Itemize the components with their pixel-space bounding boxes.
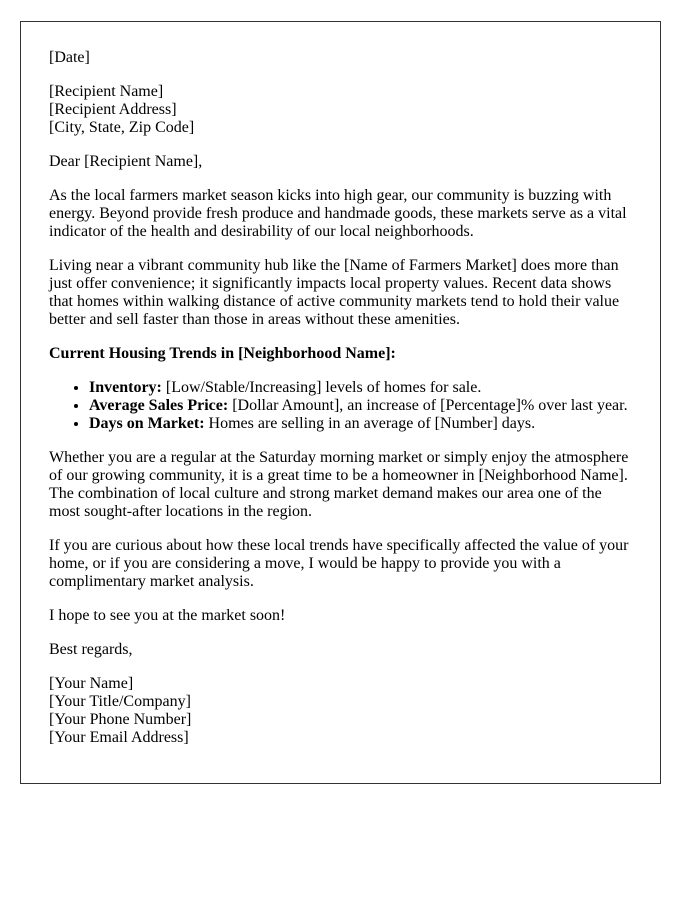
recipient-name: [Recipient Name] xyxy=(49,83,164,100)
trend-label: Average Sales Price: xyxy=(89,397,229,414)
trend-text: [Dollar Amount], an increase of [Percentage]% over last year. xyxy=(228,397,628,414)
closing: Best regards, xyxy=(49,641,133,658)
trend-text: Homes are selling in an average of [Number] days. xyxy=(204,415,536,432)
trend-label: Inventory: xyxy=(89,379,162,396)
trend-item-price xyxy=(89,397,632,415)
trends-list xyxy=(49,379,632,433)
date: [Date] xyxy=(49,49,90,66)
trends-heading xyxy=(49,345,632,363)
trend-label: Days on Market: xyxy=(89,415,205,432)
recipient-block xyxy=(49,83,632,137)
signature-phone: [Your Phone Number] xyxy=(49,711,192,728)
salutation: Dear [Recipient Name], xyxy=(49,153,203,170)
letter xyxy=(20,21,661,784)
recipient-city: [City, State, Zip Code] xyxy=(49,119,195,136)
signature-email: [Your Email Address] xyxy=(49,729,189,746)
signature-title: [Your Title/Company] xyxy=(49,693,191,710)
trend-item-days xyxy=(89,415,632,433)
trends-heading-text: Current Housing Trends in [Neighborhood Name]: xyxy=(49,345,396,362)
signature-block xyxy=(49,675,632,747)
trend-text: [Low/Stable/Increasing] levels of homes for sale. xyxy=(161,379,482,396)
trend-item-inventory xyxy=(89,379,632,397)
paragraph-intro: As the local farmers market season kicks into high gear, our community is buzzing with energy. Beyond provide fresh produce and handmade goods, these markets serve as a vital indicator of the health and desirability of our local neighborhoods. xyxy=(49,187,627,240)
paragraph-offer: If you are curious about how these local trends have specifically affected the value of your home, or if you are considering a move, I would be happy to provide you with a complimentary market analysis. xyxy=(49,537,629,590)
recipient-address: [Recipient Address] xyxy=(49,101,177,118)
signature-name: [Your Name] xyxy=(49,675,134,692)
paragraph-closing-line: I hope to see you at the market soon! xyxy=(49,607,286,624)
paragraph-value: Living near a vibrant community hub like the [Name of Farmers Market] does more than just offer convenience; it significantly impacts local property values. Recent data shows that homes within walking distance of active community markets tend to hold their value better and sell faster than those in areas without these amenities. xyxy=(49,257,620,328)
paragraph-community: Whether you are a regular at the Saturday morning market or simply enjoy the atmosphere of our growing community, it is a great time to be a homeowner in [Neighborhood Name]. The combination of local culture and strong market demand makes our area one of the most sought-after locations in the region. xyxy=(49,449,629,520)
